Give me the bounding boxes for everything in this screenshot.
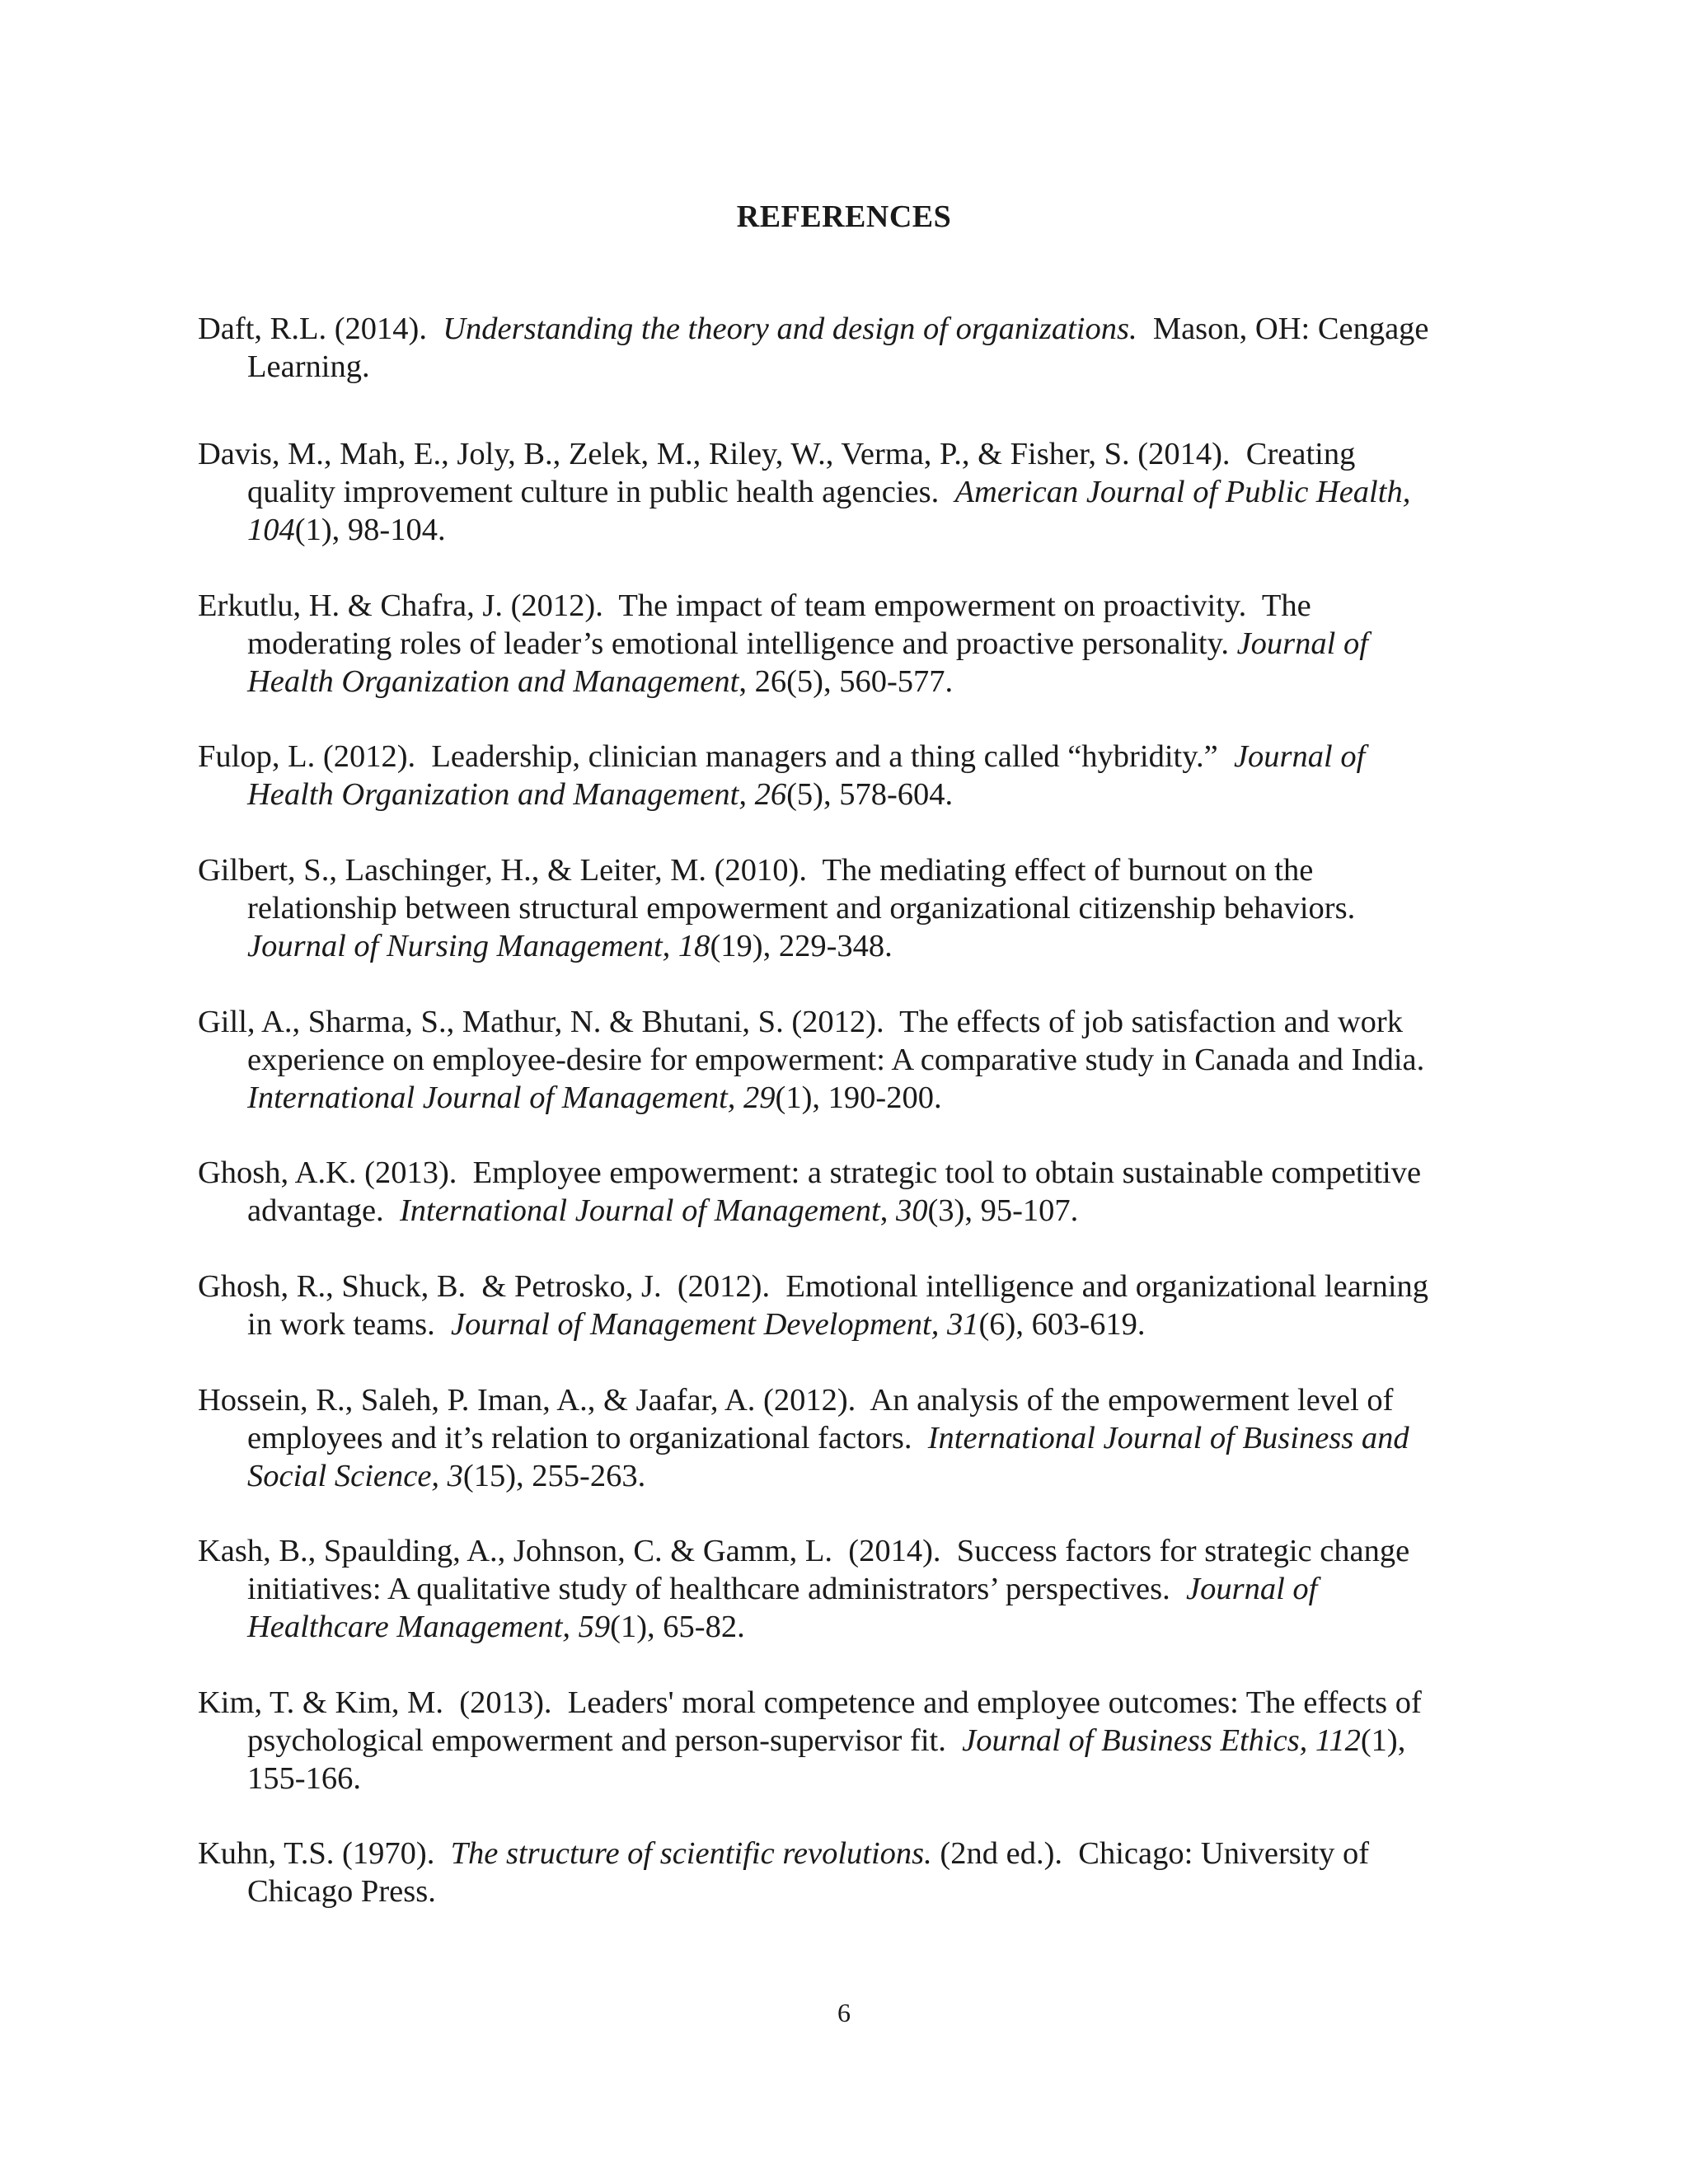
reference-text-run: in work teams. — [247, 1307, 451, 1342]
reference-text-run: (1), 98-104. — [294, 513, 446, 547]
reference-italic-run: American Journal of Public Health, — [954, 475, 1411, 509]
reference-italic-run: Journal of — [1233, 739, 1366, 774]
reference-entry — [198, 310, 1533, 386]
reference-text-run: employees and it’s relation to organizational factors. — [247, 1421, 928, 1455]
reference-text-run: (1), 65-82. — [610, 1610, 745, 1644]
reference-entry — [198, 1835, 1533, 1910]
reference-text-run: (2nd ed.). Chicago: University of — [931, 1836, 1370, 1871]
reference-italic-run: Health Organization and Management, 26 — [247, 777, 787, 812]
reference-text-run: Chicago Press. — [247, 1874, 436, 1909]
reference-entry — [198, 1532, 1533, 1646]
reference-italic-run: Health Organization and Management — [247, 664, 739, 699]
reference-text-run: quality improvement culture in public health agencies. — [247, 475, 955, 509]
reference-italic-run: International Journal of Business and — [927, 1421, 1409, 1455]
reference-italic-run: International Journal of Management — [399, 1193, 880, 1228]
reference-entry — [198, 1268, 1533, 1343]
reference-italic-run: Journal of Nursing Management, 18 — [247, 929, 710, 963]
reference-italic-run: Understanding the theory and design of organizations. — [443, 312, 1137, 346]
reference-italic-run: 104 — [247, 513, 295, 547]
reference-text-run: 155-166. — [247, 1761, 361, 1796]
page-title: REFERENCES — [736, 199, 952, 234]
reference-text-run: Fulop, L. (2012). Leadership, clinician managers and a thing called “hybridity.” — [198, 739, 1234, 774]
reference-text-run: (3), 95-107. — [927, 1193, 1079, 1228]
reference-text-run: Ghosh, A.K. (2013). Employee empowerment: a strategic tool to obtain sustainable competitive — [198, 1155, 1422, 1190]
reference-italic-run: International Journal of Management, 29 — [247, 1080, 776, 1115]
reference-entry — [198, 738, 1533, 813]
reference-italic-run: Healthcare Management, 59 — [247, 1610, 611, 1644]
reference-entry — [198, 1684, 1533, 1797]
reference-italic-run: Social Science, 3 — [247, 1459, 463, 1493]
reference-text-run: (1), — [1360, 1723, 1406, 1758]
reference-text-run: , 26(5), 560-577. — [738, 664, 954, 699]
reference-text-run: Kuhn, T.S. (1970). — [198, 1836, 451, 1871]
reference-entry — [198, 1154, 1533, 1230]
reference-text-run: Hossein, R., Saleh, P. Iman, A., & Jaafar, A. (2012). An analysis of the empowerment level of — [198, 1383, 1394, 1418]
reference-text-run: advantage. — [247, 1193, 400, 1228]
reference-italic-run: 30 — [895, 1193, 928, 1228]
reference-text-run: Erkutlu, H. & Chafra, J. (2012). The impact of team empowerment on proactivity. The — [198, 588, 1311, 623]
reference-text-run: (6), 603-619. — [978, 1307, 1146, 1342]
reference-italic-run: The structure of scientific revolutions. — [450, 1836, 932, 1871]
reference-text-run: psychological empowerment and person-supervisor fit. — [247, 1723, 963, 1758]
page-number: 6 — [837, 1998, 851, 2027]
reference-italic-run: Journal of Business Ethics, 112 — [962, 1723, 1361, 1758]
reference-text-run: initiatives: A qualitative study of healthcare administrators’ perspectives. — [247, 1572, 1187, 1606]
reference-text-run: experience on employee-desire for empowerment: A comparative study in Canada and India. — [247, 1043, 1425, 1077]
reference-text-run: , — [879, 1193, 896, 1228]
reference-entry — [198, 587, 1533, 701]
reference-text-run: (19), 229-348. — [710, 929, 893, 963]
reference-entry — [198, 1381, 1533, 1495]
reference-text-run: Kim, T. & Kim, M. (2013). Leaders' moral competence and employee outcomes: The effects of — [198, 1685, 1422, 1720]
reference-entry — [198, 1003, 1533, 1117]
reference-text-run: Mason, OH: Cengage — [1137, 312, 1429, 346]
reference-text-run: (1), 190-200. — [775, 1080, 942, 1115]
reference-entry — [198, 851, 1533, 965]
reference-text-run: moderating roles of leader’s emotional intelligence and proactive personality. — [247, 626, 1237, 661]
reference-text-run: (15), 255-263. — [462, 1459, 646, 1493]
reference-text-run: relationship between structural empowerment and organizational citizenship behaviors. — [247, 891, 1356, 926]
reference-text-run: Gill, A., Sharma, S., Mathur, N. & Bhutani, S. (2012). The effects of job satisfaction and work — [198, 1005, 1403, 1039]
reference-italic-run: Journal of — [1236, 626, 1368, 661]
reference-text-run: Learning. — [247, 349, 370, 384]
reference-entry — [198, 435, 1533, 549]
reference-text-run: Ghosh, R., Shuck, B. & Petrosko, J. (2012). Emotional intelligence and organizational learning — [198, 1269, 1429, 1304]
reference-text-run: Gilbert, S., Laschinger, H., & Leiter, M. (2010). The mediating effect of burnout on the — [198, 853, 1314, 888]
reference-italic-run: Journal of Management Development, 31 — [451, 1307, 979, 1342]
reference-italic-run: Journal of — [1186, 1572, 1318, 1606]
reference-text-run: (5), 578-604. — [786, 777, 954, 812]
reference-text-run: Daft, R.L. (2014). — [198, 312, 443, 346]
reference-text-run: Davis, M., Mah, E., Joly, B., Zelek, M., Riley, W., Verma, P., & Fisher, S. (2014). Creating — [198, 437, 1356, 471]
reference-text-run: Kash, B., Spaulding, A., Johnson, C. & Gamm, L. (2014). Success factors for strategic change — [198, 1534, 1410, 1568]
